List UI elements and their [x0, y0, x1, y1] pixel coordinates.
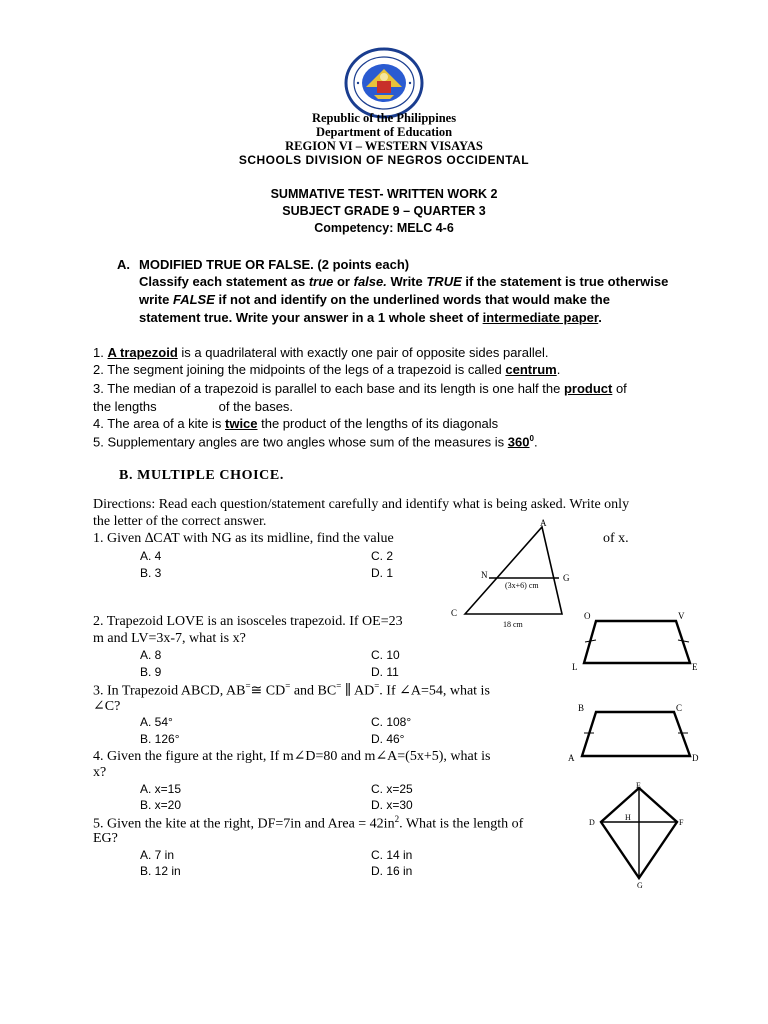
- question-3-line-2: ∠C?: [93, 699, 121, 714]
- question-5-line-2: EG?: [93, 831, 118, 846]
- love-label-v: V: [678, 611, 685, 621]
- question-5-line-1: 5. Given the kite at the right, DF=7in and Area = $42in^2$. What is the length of: [93, 814, 524, 832]
- kite-label-h: H: [625, 813, 631, 822]
- q4-option-b: B. x=20: [140, 798, 182, 812]
- section-a-instruction-2: write FALSE if not and identify on the underlined words that would make the: [139, 292, 610, 307]
- directions-line-2: the letter of the correct answer.: [93, 514, 267, 529]
- abcd-label-b: B: [578, 703, 585, 713]
- q5-option-b: B. 12 in: [140, 864, 181, 878]
- section-a-instruction-1: Classify each statement as true or false. Write TRUE if the statement is true otherwise: [139, 274, 669, 289]
- kite-defg-figure: [585, 780, 695, 895]
- love-label-o: O: [584, 611, 591, 621]
- tf-item-2: 2. The segment joining the midpoints of the legs of a trapezoid is called centrum.: [93, 362, 561, 377]
- q1-option-b: B. 3: [140, 566, 162, 580]
- question-1-tail: of x.: [603, 531, 629, 546]
- tri-label-c: C: [451, 608, 458, 618]
- tri-base-label: 18 cm: [503, 620, 523, 629]
- question-3-line-1: 3. In Trapezoid ABCD, AB=≅ CD= and BC= ∥ AD=. If ∠A=54, what is: [93, 681, 490, 699]
- q5-option-d: D. 16 in: [371, 864, 413, 878]
- competency-line: Competency: MELC 4-6: [314, 221, 454, 235]
- love-label-e: E: [692, 662, 698, 672]
- q2-option-a: A. 8: [140, 648, 162, 662]
- trapezoid-love-figure: [568, 607, 708, 677]
- q4-option-a: A. x=15: [140, 782, 182, 796]
- header-line-4: SCHOOLS DIVISION OF NEGROS OCCIDENTAL: [238, 153, 530, 167]
- section-b-heading: B. MULTIPLE CHOICE.: [119, 468, 284, 483]
- abcd-label-d: D: [692, 753, 699, 763]
- q3-option-a: A. 54°: [140, 715, 173, 729]
- triangle-cat-figure: [445, 515, 585, 635]
- tf-item-3-cont: the lengths of the bases.: [93, 399, 294, 414]
- tri-midline-label: (3x+6) cm: [505, 581, 539, 590]
- q4-option-d: D. x=30: [371, 798, 413, 812]
- question-1: 1. Given ∆CAT with NG as its midline, find the value: [93, 531, 394, 546]
- tf-item-3: 3. The median of a trapezoid is parallel to each base and its length is one half the product of: [93, 381, 627, 396]
- trapezoid-abcd-figure: [566, 700, 706, 770]
- question-4-line-2: x?: [93, 765, 107, 780]
- question-4-line-1: 4. Given the figure at the right, If m∠D=80 and m∠A=(5x+5), what is: [93, 749, 491, 764]
- section-a-heading: MODIFIED TRUE OR FALSE. (2 points each): [139, 257, 410, 272]
- kite-label-e: E: [636, 781, 641, 790]
- tf-item-5: 5. Supplementary angles are two angles whose sum of the measures is $360^0$.: [93, 434, 538, 450]
- section-a-instruction-3: statement true. Write your answer in a 1 whole sheet of intermediate paper.: [139, 310, 602, 325]
- abcd-label-c: C: [676, 703, 683, 713]
- tf-item-1: 1. A trapezoid is a quadrilateral with exactly one pair of opposite sides parallel.: [93, 345, 549, 360]
- header-line-3: REGION VI – WESTERN VISAYAS: [285, 139, 483, 153]
- tf-item-4: 4. The area of a kite is twice the product of the lengths of its diagonals: [93, 416, 499, 431]
- q5-option-a: A. 7 in: [140, 848, 175, 862]
- q1-option-a: A. 4: [140, 549, 162, 563]
- q3-option-b: B. 126°: [140, 732, 180, 746]
- subject-line: SUBJECT GRADE 9 – QUARTER 3: [282, 204, 486, 218]
- abcd-label-a: A: [568, 753, 575, 763]
- tri-label-a: A: [540, 518, 547, 528]
- love-label-l: L: [572, 662, 578, 672]
- tri-label-g: G: [563, 573, 570, 583]
- q2-option-c: C. 10: [371, 648, 400, 662]
- tri-label-n: N: [481, 570, 488, 580]
- deped-seal-icon: [344, 47, 424, 119]
- header-line-1: Republic of the Philippines: [311, 111, 457, 125]
- kite-label-g: G: [637, 881, 643, 890]
- q2-option-d: D. 11: [371, 665, 399, 679]
- q1-option-c: C. 2: [371, 549, 394, 563]
- q5-option-c: C. 14 in: [371, 848, 413, 862]
- header-line-2: Department of Education: [315, 125, 453, 139]
- kite-label-d: D: [589, 818, 595, 827]
- q4-option-c: C. x=25: [371, 782, 413, 796]
- test-title: SUMMATIVE TEST- WRITTEN WORK 2: [270, 187, 498, 201]
- directions-line-1: Directions: Read each question/statement carefully and identify what is being asked. Write only: [93, 497, 630, 512]
- q3-option-d: D. 46°: [371, 732, 405, 746]
- q1-option-d: D. 1: [371, 566, 394, 580]
- question-2-line-2: m and LV=3x-7, what is x?: [93, 631, 246, 646]
- q3-option-c: C. 108°: [371, 715, 412, 729]
- question-2-line-1: 2. Trapezoid LOVE is an isosceles trapezoid. If OE=23: [93, 614, 403, 629]
- q2-option-b: B. 9: [140, 665, 162, 679]
- section-a-label: A.: [117, 257, 130, 272]
- kite-label-f: F: [679, 818, 684, 827]
